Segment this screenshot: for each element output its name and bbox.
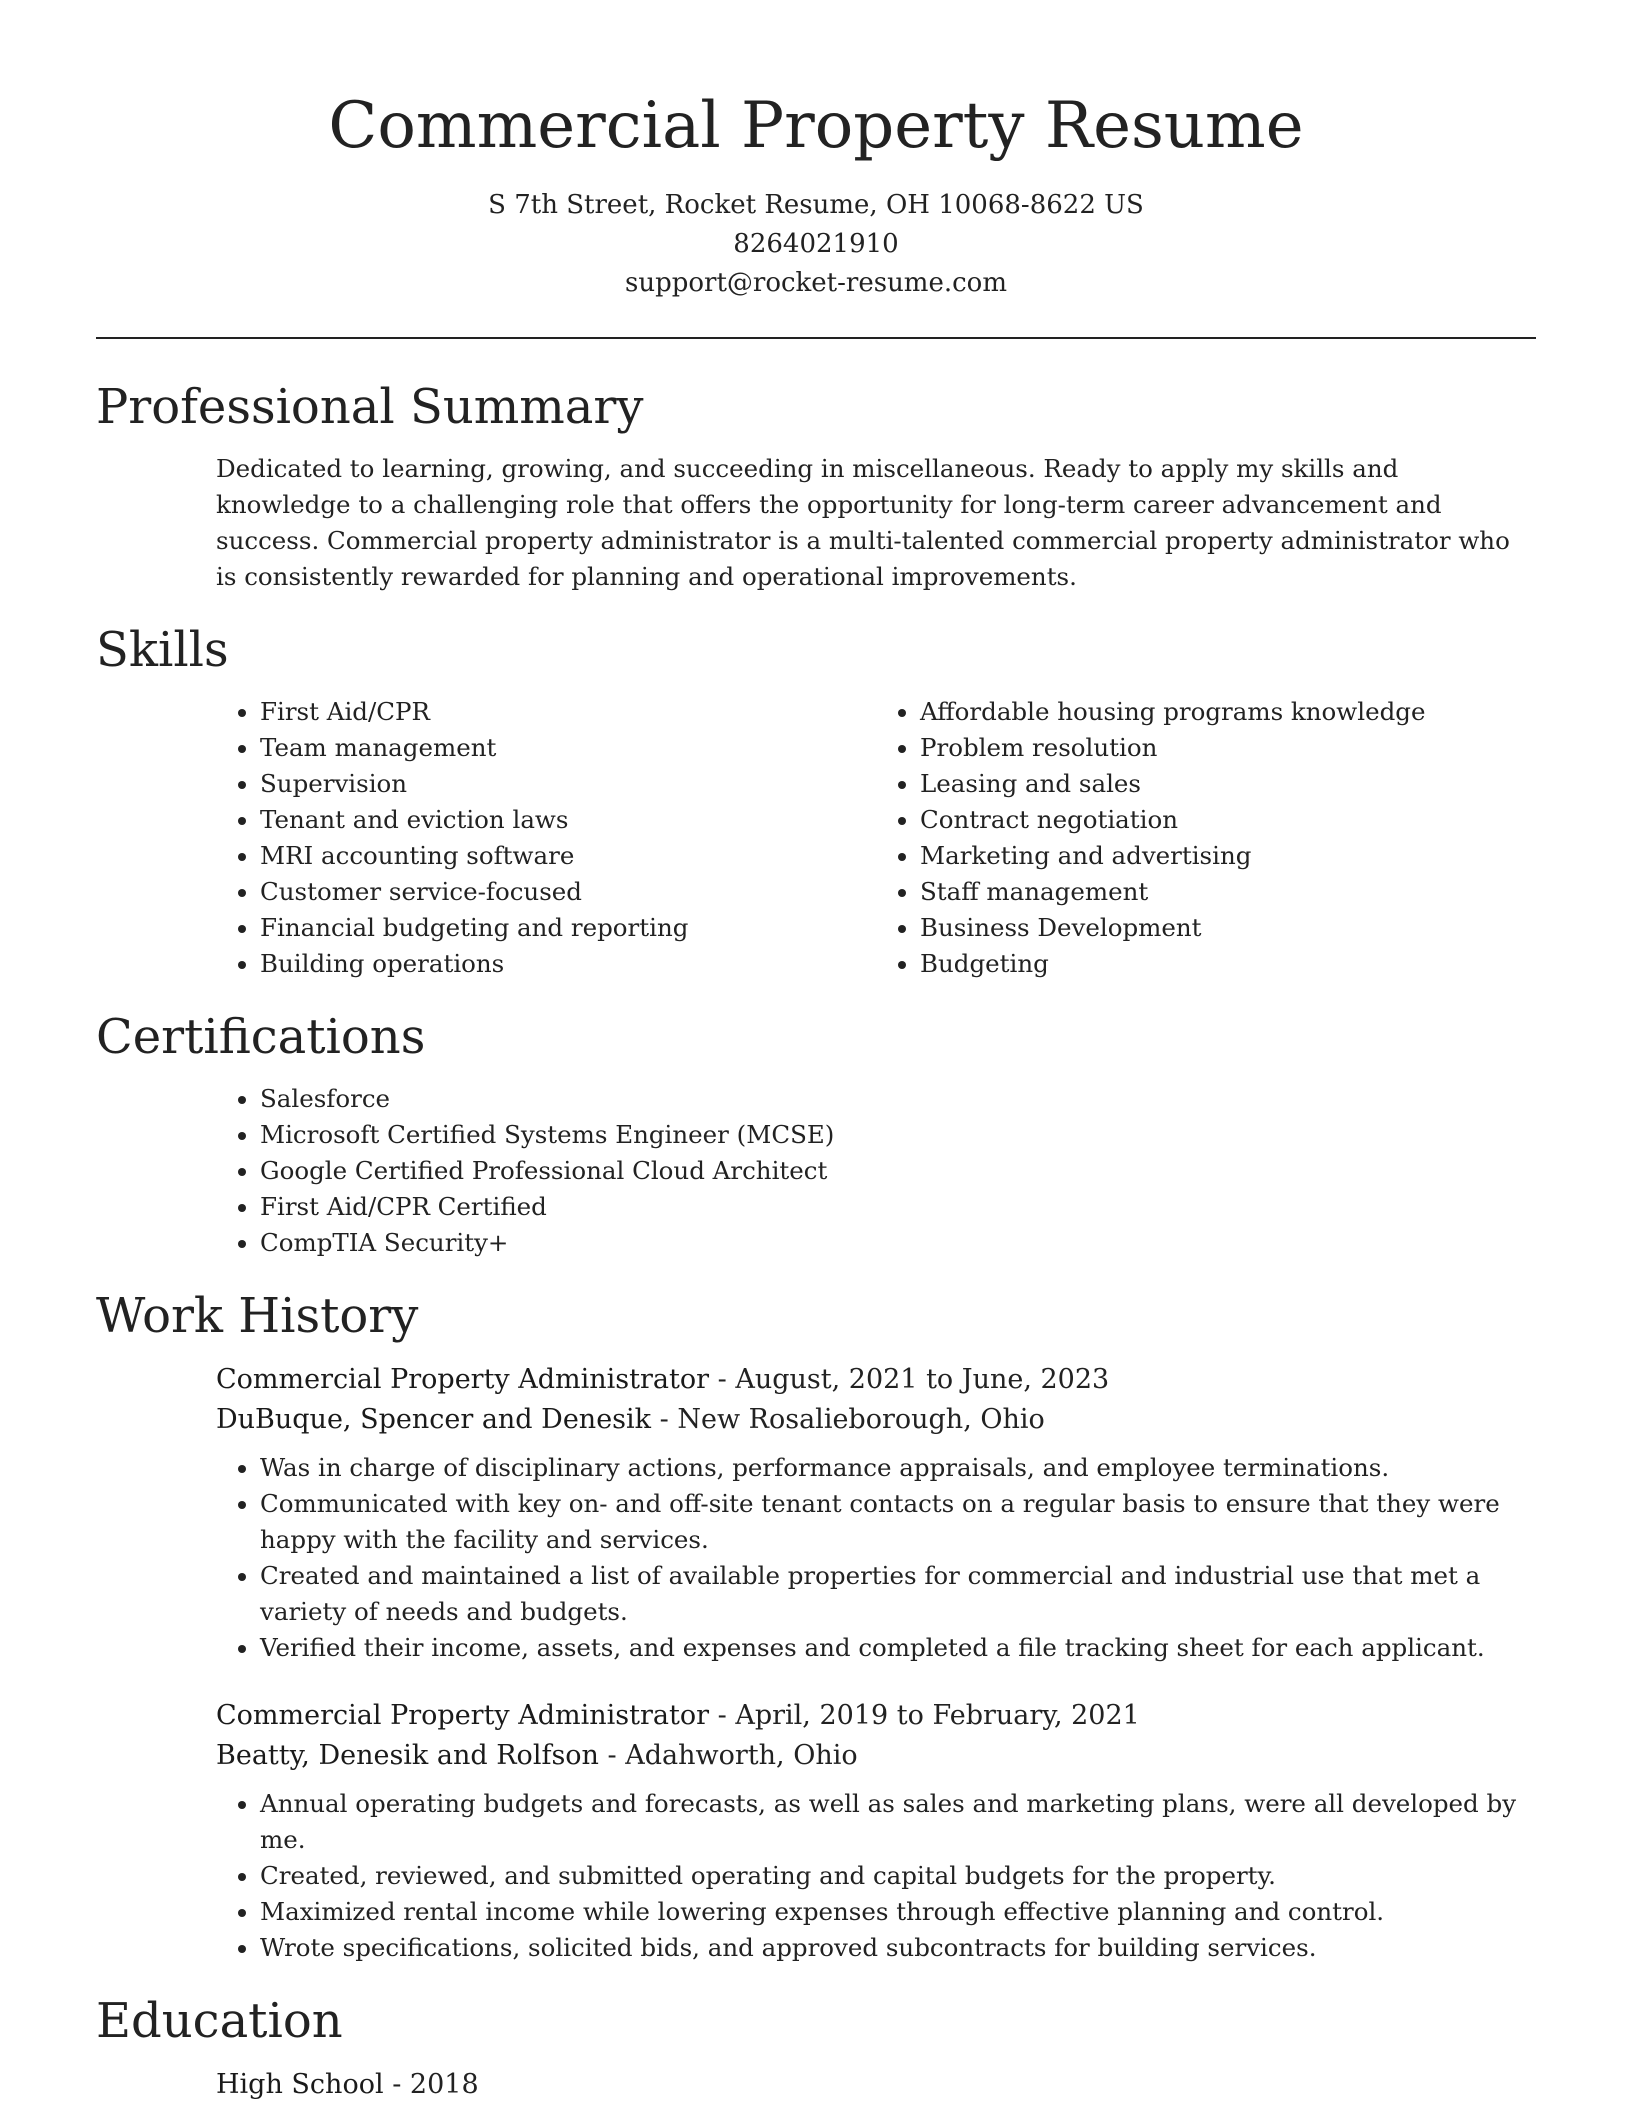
- skill-item: • Problem resolution: [920, 730, 1536, 766]
- skill-item: • Marketing and advertising: [920, 838, 1536, 874]
- separator: -: [717, 1364, 736, 1395]
- address: S 7th Street, Rocket Resume, OH 10068-8622 US: [488, 190, 1144, 220]
- skills-section: [96, 620, 1536, 982]
- job-location: New Rosalieborough, Ohio: [677, 1404, 1045, 1435]
- job-role: Commercial Property Administrator: [216, 1364, 710, 1395]
- job-entry: [96, 1360, 1536, 1666]
- summary-section: [96, 377, 1536, 595]
- separator: -: [392, 2069, 410, 2100]
- separator: -: [659, 1404, 678, 1435]
- skill-item: • Affordable housing programs knowledge: [920, 694, 1536, 730]
- education-heading: Education: [96, 1993, 343, 2049]
- job-duty: • Wrote specifications, solicited bids, and approved subcontracts for building services.: [260, 1930, 1536, 1966]
- skills-grid: [216, 694, 1536, 982]
- education-degree: High School: [216, 2069, 384, 2100]
- summary-text: Dedicated to learning, growing, and succeeding in miscellaneous. Ready to apply my skills and knowledge to a challenging role that offers the opportunity for long-term career advancement and success. Commercial property administrator is a multi-talented commercial property administrator who is consistently rewarded for planning and operational improvements.: [216, 454, 1510, 591]
- skill-item: • Leasing and sales: [920, 766, 1536, 802]
- skills-heading: Skills: [96, 622, 229, 678]
- skill-item: • MRI accounting software: [260, 838, 876, 874]
- certification-item: • First Aid/CPR Certified: [260, 1189, 1536, 1225]
- education-entry: [216, 2065, 1536, 2105]
- contact-block: [96, 186, 1536, 303]
- skill-item: • Contract negotiation: [920, 802, 1536, 838]
- education-year: 2018: [409, 2069, 479, 2100]
- skill-item: • Building operations: [260, 946, 876, 982]
- work-history-heading: Work History: [96, 1288, 419, 1344]
- job-duty: • Created, reviewed, and submitted operating and capital budgets for the property.: [260, 1858, 1536, 1894]
- job-duty: • Was in charge of disciplinary actions, performance appraisals, and employee terminations.: [260, 1450, 1536, 1486]
- work-history-section: [96, 1286, 1536, 1966]
- job-company: Beatty, Denesik and Rolfson: [216, 1740, 599, 1771]
- certification-item: • Google Certified Professional Cloud Architect: [260, 1153, 1536, 1189]
- resume-title: Commercial Property Resume: [328, 89, 1304, 163]
- skill-item: • Team management: [260, 730, 876, 766]
- skill-item: • Financial budgeting and reporting: [260, 910, 876, 946]
- phone: 8264021910: [733, 229, 899, 259]
- job-dates: April, 2019 to February, 2021: [735, 1700, 1140, 1731]
- separator: -: [607, 1740, 626, 1771]
- header-divider: [96, 337, 1536, 339]
- job-company-line: [216, 1736, 1536, 1776]
- job-duty: • Communicated with key on- and off-site tenant contacts on a regular basis to ensure that they were happy with the facility and services.: [260, 1486, 1536, 1558]
- job-company: DuBuque, Spencer and Denesik: [216, 1404, 652, 1435]
- job-duty: • Annual operating budgets and forecasts, as well as sales and marketing plans, were all developed by me.: [260, 1786, 1536, 1858]
- job-entry: [96, 1696, 1536, 1966]
- job-location: Adahworth, Ohio: [625, 1740, 858, 1771]
- certification-item: • Salesforce: [260, 1081, 1536, 1117]
- skill-item: • Tenant and eviction laws: [260, 802, 876, 838]
- education-section: [96, 1991, 1536, 2105]
- skill-item: • Customer service-focused: [260, 874, 876, 910]
- certifications-section: [96, 1007, 1536, 1261]
- job-duty: • Maximized rental income while lowering expenses through effective planning and control.: [260, 1894, 1536, 1930]
- job-title-line: [216, 1360, 1536, 1400]
- skill-item: • Budgeting: [920, 946, 1536, 982]
- skills-list-left: [216, 694, 876, 982]
- skill-item: • Business Development: [920, 910, 1536, 946]
- certification-item: • Microsoft Certified Systems Engineer (MCSE): [260, 1117, 1536, 1153]
- job-dates: August, 2021 to June, 2023: [735, 1364, 1110, 1395]
- skills-list-right: [876, 694, 1536, 982]
- summary-heading: Professional Summary: [96, 379, 644, 435]
- resume-header: [96, 0, 1536, 303]
- certifications-list: [216, 1081, 1536, 1261]
- job-duties: [216, 1786, 1536, 1966]
- job-title-line: [216, 1696, 1536, 1736]
- job-duty: • Verified their income, assets, and expenses and completed a file tracking sheet for each applicant.: [260, 1630, 1536, 1666]
- job-duties: [216, 1450, 1536, 1666]
- skill-item: • Supervision: [260, 766, 876, 802]
- skill-item: • First Aid/CPR: [260, 694, 876, 730]
- job-role: Commercial Property Administrator: [216, 1700, 710, 1731]
- certifications-heading: Certifications: [96, 1009, 426, 1065]
- certification-item: • CompTIA Security+: [260, 1225, 1536, 1261]
- email: support@rocket-resume.com: [624, 268, 1007, 298]
- separator: -: [717, 1700, 736, 1731]
- job-duty: • Created and maintained a list of available properties for commercial and industrial use that met a variety of needs and budgets.: [260, 1558, 1536, 1630]
- resume-page: [96, 0, 1536, 2105]
- skill-item: • Staff management: [920, 874, 1536, 910]
- job-company-line: [216, 1400, 1536, 1440]
